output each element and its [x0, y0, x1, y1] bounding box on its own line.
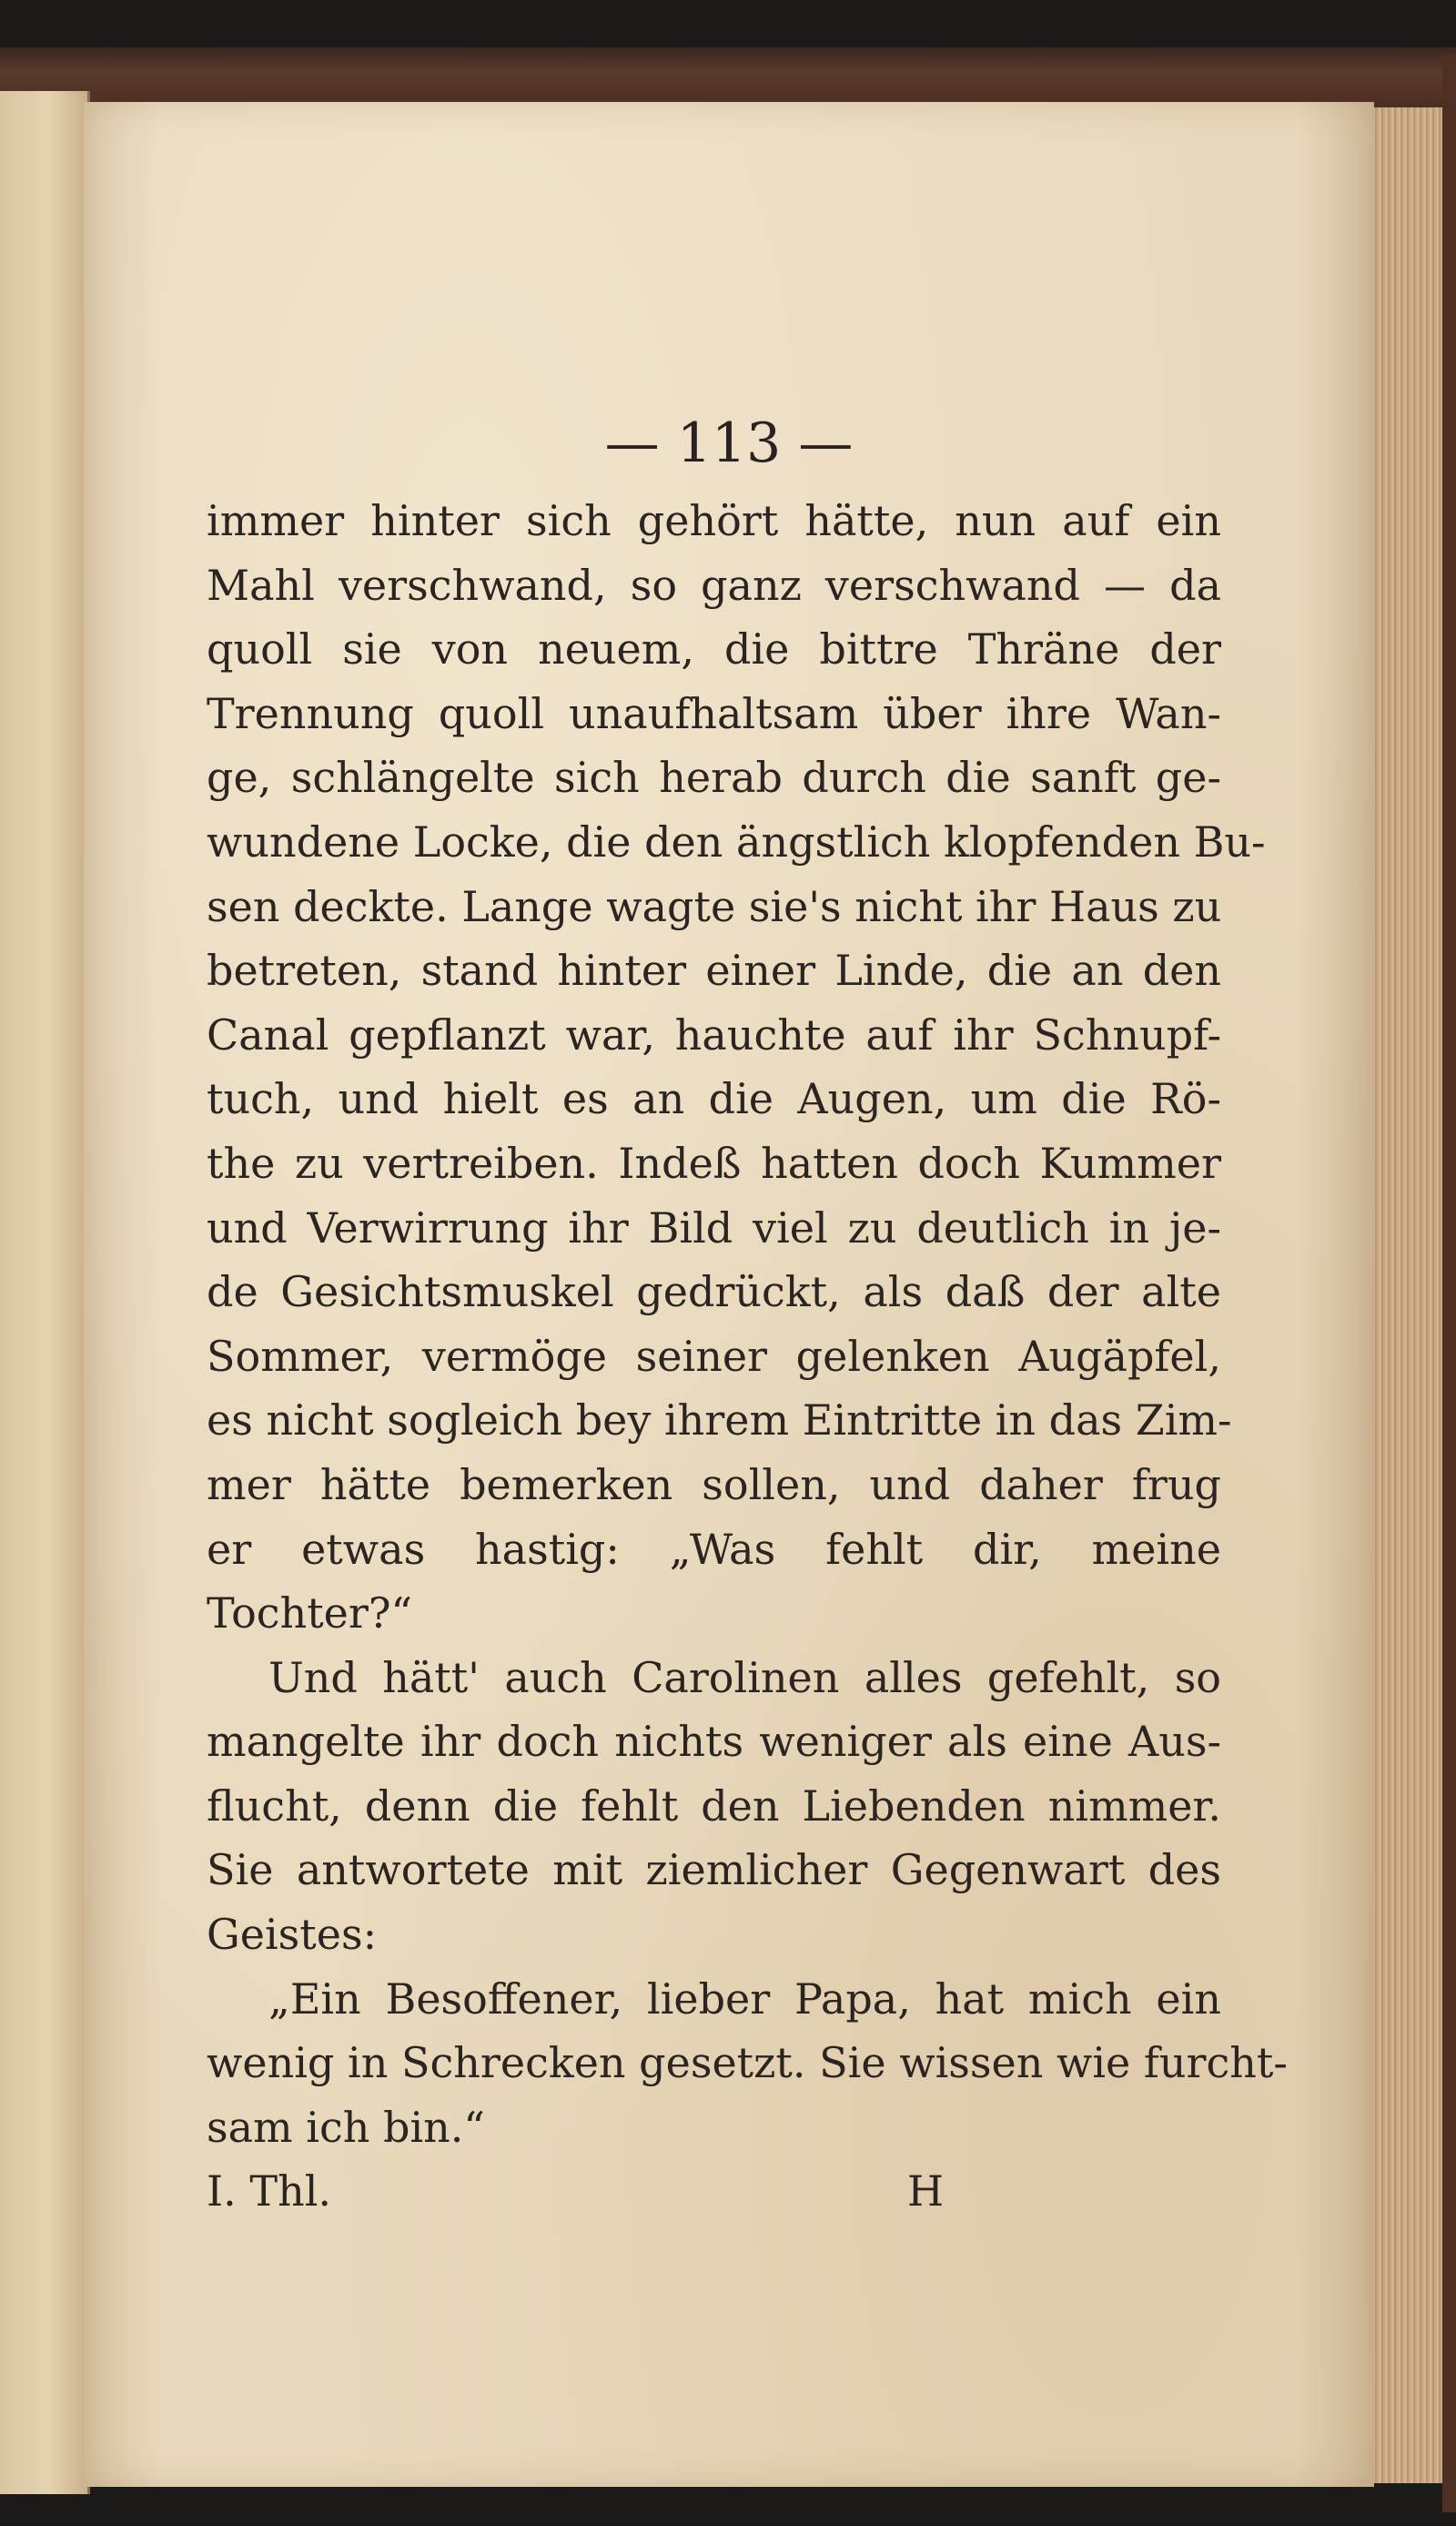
text-line: wenig in Schrecken gesetzt. Sie wissen wie furcht-	[207, 2038, 1288, 2088]
page-number: — 113 —	[604, 411, 854, 475]
text-line: de Gesichtsmuskel gedrückt, als daß der alte	[207, 1267, 1221, 1317]
text-line: sam ich bin.“	[207, 2102, 485, 2152]
text-line: mangelte ihr doch nichts weniger als eine Aus-	[207, 1717, 1221, 1767]
body-text	[207, 489, 1288, 2159]
text-line: ge, schlängelte sich herab durch die sanft ge-	[207, 753, 1221, 803]
text-line: mer hätte bemerken sollen, und daher frug	[207, 1459, 1221, 1509]
text-line: Mahl verschwand, so ganz verschwand — da	[207, 560, 1221, 610]
text-line: Canal gepflanzt war, hauchte auf ihr Schnupf-	[207, 1009, 1221, 1060]
text-line: the zu vertreiben. Indeß hatten doch Kummer	[207, 1138, 1221, 1188]
text-line: sen deckte. Lange wagte sie's nicht ihr Haus zu	[207, 881, 1222, 931]
page-footer	[207, 2155, 1221, 2227]
text-line: er etwas hastig: „Was fehlt dir, meine	[207, 1524, 1221, 1574]
text-line: Tochter?“	[207, 1588, 413, 1638]
text-line: betreten, stand hinter einer Linde, die an den	[207, 946, 1221, 996]
text-line: Geistes:	[207, 1910, 378, 1960]
volume-signature: I. Thl.	[207, 2166, 332, 2216]
book-page	[84, 102, 1374, 2487]
book-cover-right-edge	[1442, 55, 1456, 2512]
text-line: Und hätt' auch Carolinen alles gefehlt, so	[268, 1652, 1221, 1702]
text-line: immer hinter sich gehört hätte, nun auf ein	[207, 496, 1221, 545]
gathering-signature-mark: H	[907, 2166, 945, 2216]
text-line: Sommer, vermöge seiner gelenken Augäpfel,	[207, 1331, 1221, 1381]
text-line: es nicht sogleich bey ihrem Eintritte in das Zim-	[207, 1395, 1232, 1446]
text-line: tuch, und hielt es an die Augen, um die Rö-	[207, 1074, 1221, 1124]
text-line: flucht, denn die fehlt den Liebenden nimmer.	[207, 1780, 1221, 1831]
left-page-edge	[0, 91, 90, 2494]
text-line: Sie antwortete mit ziemlicher Gegenwart des	[207, 1845, 1221, 1895]
text-line: Trennung quoll unaufhaltsam über ihre Wan-	[207, 688, 1221, 738]
text-line: wundene Locke, die den ängstlich klopfenden Bu-	[207, 817, 1266, 867]
text-line: „Ein Besoffener, lieber Papa, hat mich ein	[268, 1973, 1221, 2024]
text-line: quoll sie von neuem, die bittre Thräne der	[207, 624, 1221, 675]
text-line: und Verwirrung ihr Bild viel zu deutlich in je-	[207, 1202, 1221, 1253]
